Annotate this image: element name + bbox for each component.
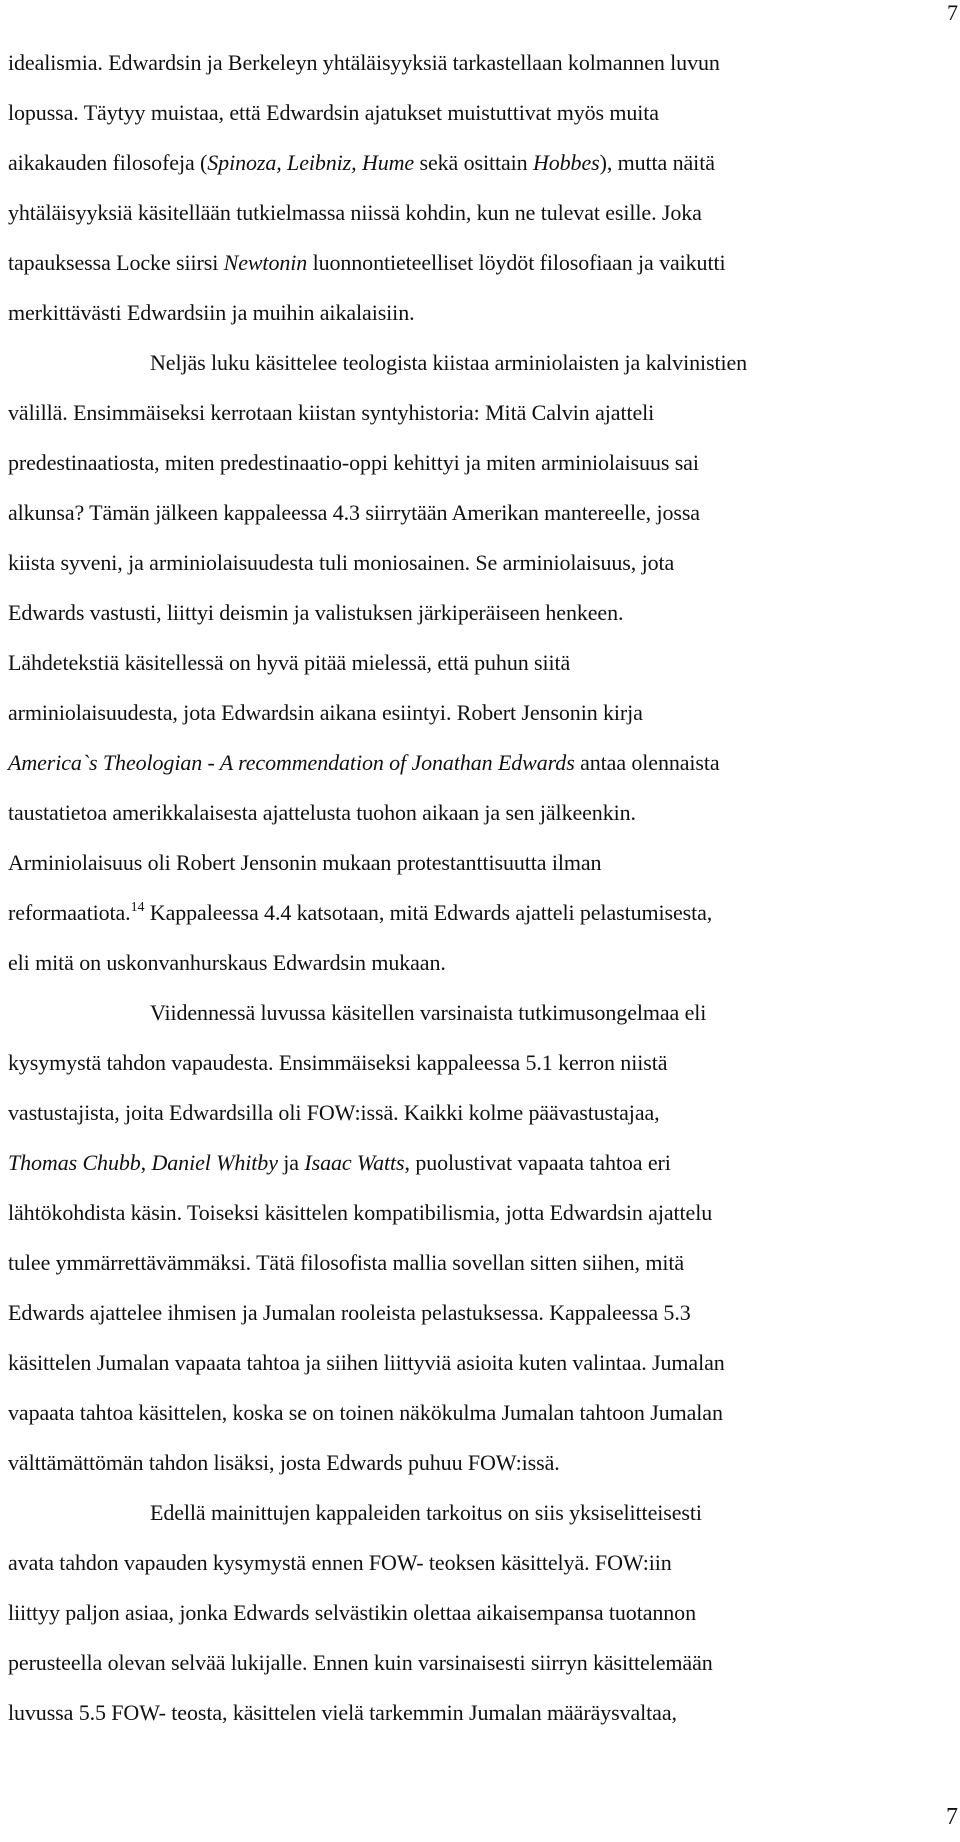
text-line: [8, 1338, 952, 1388]
text-line: [8, 338, 952, 388]
text-segment: kiista syveni, ja arminiolaisuudesta tuli moniosainen. Se arminiolaisuus, jota: [8, 550, 675, 575]
text-segment: arminiolaisuudesta, jota Edwardsin aikana esiintyi. Robert Jensonin kirja: [8, 700, 643, 725]
text-segment: ), mutta näitä: [599, 150, 715, 175]
text-segment: luvussa 5.5 FOW- teosta, käsittelen vielä tarkemmin Jumalan määräysvaltaa,: [8, 1700, 677, 1725]
body-text: [8, 38, 952, 1738]
text-segment: Edwards vastusti, liittyi deismin ja valistuksen järkiperäiseen henkeen.: [8, 600, 624, 625]
page-number-top: 7: [947, 0, 958, 25]
text-segment: Edellä mainittujen kappaleiden tarkoitus on siis yksiselitteisesti: [150, 1500, 702, 1525]
text-line: [8, 238, 952, 288]
text-segment: avata tahdon vapauden kysymystä ennen FOW- teoksen käsittelyä. FOW:iin: [8, 1550, 672, 1575]
italic-text: Thomas Chubb: [8, 1150, 141, 1175]
text-segment: yhtäläisyyksiä käsitellään tutkielmassa niissä kohdin, kun ne tulevat esille. Joka: [8, 200, 702, 225]
text-line: [8, 88, 952, 138]
text-line: [8, 438, 952, 488]
text-line: [8, 638, 952, 688]
italic-text: Hobbes: [532, 150, 600, 175]
text-segment: eli mitä on uskonvanhurskaus Edwardsin mukaan.: [8, 950, 446, 975]
text-line: [8, 188, 952, 238]
text-segment: kysymystä tahdon vapaudesta. Ensimmäiseksi kappaleessa 5.1 kerron niistä: [8, 1050, 668, 1075]
text-segment: tapauksessa Locke siirsi: [8, 250, 224, 275]
text-line: [8, 38, 952, 88]
text-line: [8, 738, 952, 788]
text-line: [8, 538, 952, 588]
text-segment: välttämättömän tahdon lisäksi, josta Edwards puhuu FOW:issä.: [8, 1450, 560, 1475]
text-segment: alkunsa? Tämän jälkeen kappaleessa 4.3 siirrytään Amerikan mantereelle, jossa: [8, 500, 700, 525]
text-line: [8, 1238, 952, 1288]
text-segment: perusteella olevan selvää lukijalle. Ennen kuin varsinaisesti siirryn käsittelemään: [8, 1650, 713, 1675]
text-segment: reformaatiota.: [8, 900, 131, 925]
text-line: [8, 938, 952, 988]
text-segment: , puolustivat vapaata tahtoa eri: [404, 1150, 671, 1175]
paragraph: [8, 1488, 952, 1738]
text-segment: Lähdetekstiä käsitellessä on hyvä pitää mielessä, että puhun siitä: [8, 650, 571, 675]
text-line: [8, 1088, 952, 1138]
text-line: [8, 388, 952, 438]
text-segment: vastustajista, joita Edwardsilla oli FOW:issä. Kaikki kolme päävastustajaa,: [8, 1100, 660, 1125]
text-segment: Arminiolaisuus oli Robert Jensonin mukaan protestanttisuutta ilman: [8, 850, 602, 875]
text-segment: merkittävästi Edwardsiin ja muihin aikalaisiin.: [8, 300, 415, 325]
footnote-ref: 14: [130, 900, 145, 915]
text-segment: sekä osittain: [414, 150, 533, 175]
italic-text: Newtonin: [223, 250, 308, 275]
text-line: [8, 1588, 952, 1638]
italic-text: Isaac Watts: [304, 1150, 405, 1175]
text-line: [8, 1688, 952, 1738]
text-line: [8, 138, 952, 188]
text-line: [8, 1138, 952, 1188]
text-segment: liittyy paljon asiaa, jonka Edwards selvästikin olettaa aikaisempansa tuotannon: [8, 1600, 696, 1625]
text-segment: lähtökohdista käsin. Toiseksi käsittelen kompatibilismia, jotta Edwardsin ajattelu: [8, 1200, 713, 1225]
text-segment: Viidennessä luvussa käsitellen varsinaista tutkimusongelmaa eli: [150, 1000, 707, 1025]
text-segment: Kappaleessa 4.4 katsotaan, mitä Edwards ajatteli pelastumisesta,: [144, 900, 713, 925]
text-line: [8, 1438, 952, 1488]
text-line: [8, 1538, 952, 1588]
italic-text: America`s Theologian - A recommendation of Jonathan Edwards: [8, 750, 575, 775]
text-line: [8, 1488, 952, 1538]
italic-text: Spinoza, Leibniz, Hume: [207, 150, 415, 175]
paragraph: [8, 38, 952, 338]
text-segment: idealismia. Edwardsin ja Berkeleyn yhtäläisyyksiä tarkastellaan kolmannen luvun: [8, 50, 720, 75]
italic-text: Daniel Whitby: [151, 1150, 278, 1175]
text-line: [8, 988, 952, 1038]
text-line: [8, 688, 952, 738]
text-segment: ja: [277, 1150, 305, 1175]
text-segment: välillä. Ensimmäiseksi kerrotaan kiistan syntyhistoria: Mitä Calvin ajatteli: [8, 400, 655, 425]
text-line: [8, 488, 952, 538]
text-line: [8, 1038, 952, 1088]
page-number-bottom: 7: [946, 1804, 958, 1830]
text-segment: aikakauden filosofeja (: [8, 150, 208, 175]
text-segment: taustatietoa amerikkalaisesta ajattelusta tuohon aikaan ja sen jälkeenkin.: [8, 800, 636, 825]
text-segment: predestinaatiosta, miten predestinaatio-oppi kehittyi ja miten arminiolaisuus sai: [8, 450, 699, 475]
text-segment: luonnontieteelliset löydöt filosofiaan ja vaikutti: [307, 250, 726, 275]
text-line: [8, 788, 952, 838]
text-line: [8, 1388, 952, 1438]
text-line: [8, 588, 952, 638]
text-line: [8, 1188, 952, 1238]
text-line: [8, 1288, 952, 1338]
text-segment: lopussa. Täytyy muistaa, että Edwardsin ajatukset muistuttivat myös muita: [8, 100, 659, 125]
text-segment: tulee ymmärrettävämmäksi. Tätä filosofista mallia sovellan sitten siihen, mitä: [8, 1250, 685, 1275]
text-line: [8, 838, 952, 888]
paragraph: [8, 988, 952, 1488]
text-line: [8, 1638, 952, 1688]
paragraph: [8, 338, 952, 988]
text-segment: ,: [140, 1150, 152, 1175]
text-segment: vapaata tahtoa käsittelen, koska se on toinen näkökulma Jumalan tahtoon Jumalan: [8, 1400, 723, 1425]
text-segment: Neljäs luku käsittelee teologista kiistaa arminiolaisten ja kalvinistien: [150, 350, 748, 375]
text-segment: käsittelen Jumalan vapaata tahtoa ja siihen liittyviä asioita kuten valintaa. Jumalan: [8, 1350, 725, 1375]
text-line: [8, 888, 952, 938]
text-segment: Edwards ajattelee ihmisen ja Jumalan rooleista pelastuksessa. Kappaleessa 5.3: [8, 1300, 691, 1325]
text-line: [8, 288, 952, 338]
text-segment: antaa olennaista: [574, 750, 720, 775]
